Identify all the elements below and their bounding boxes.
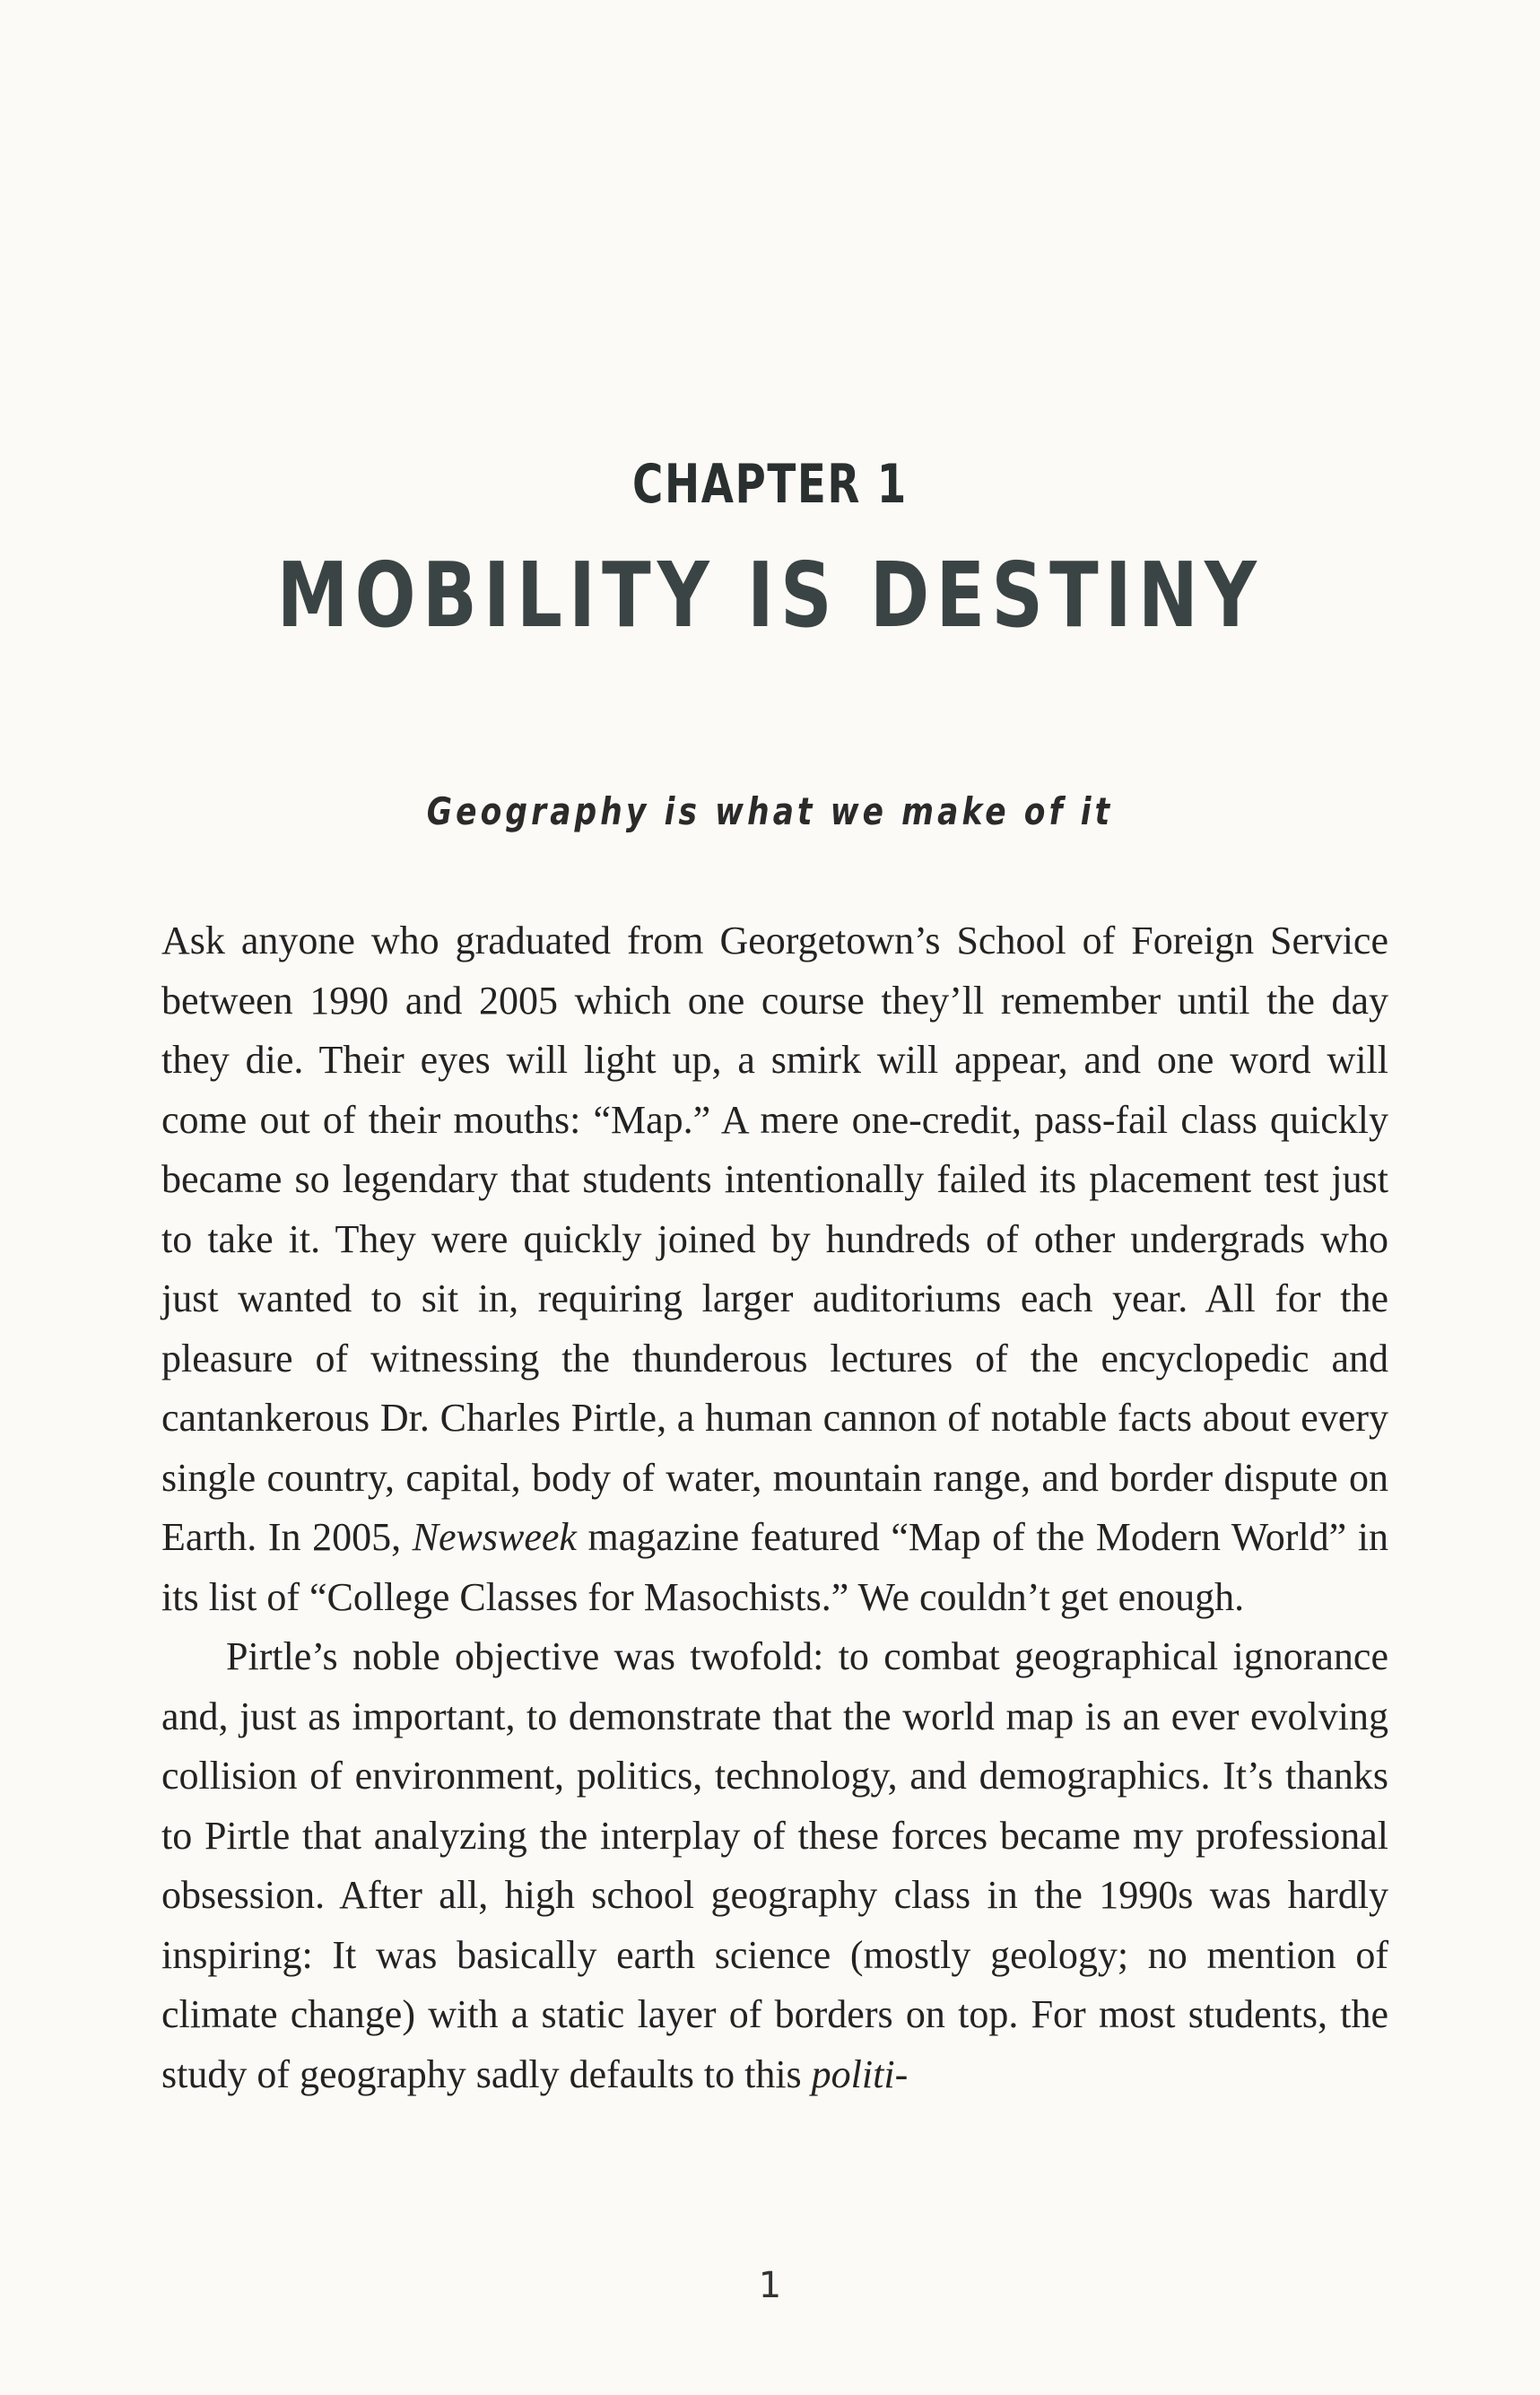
paragraph-1 — [161, 911, 1388, 1627]
italic-word: politi- — [811, 2051, 909, 2096]
chapter-epigraph: Geography is what we make of it — [426, 789, 1114, 833]
chapter-label: CHAPTER 1 — [632, 453, 908, 516]
paragraph-text: Pirtle’s noble objective was twofold: to combat geographical ignorance and, just as important, to demonstrate that the world map is an ever evolving collision of environment, politics, technology, and demographics. It’s thanks to Pirtle that analyzing the interplay of these forces became my professional obsession. After all, high school geography class in the 1990s was hardly inspiring: It was basically earth science (mostly geology; no mention of climate change) with a static layer of borders on top. For most students, the study of geography sadly defaults to this — [161, 1634, 1388, 2096]
page-number: 1 — [758, 2265, 782, 2306]
chapter-title: MOBILITY IS DESTINY — [276, 543, 1264, 648]
body-text — [161, 911, 1388, 2104]
paragraph-text: Ask anyone who graduated from Georgetown’s School of Foreign Service between 1990 and 2005 which one course they’ll remember until the day they die. Their eyes will light up, a smirk will appear, and one word will come out of their mouths: “Map.” A mere one-credit, pass-fail class quickly became so legendary that students intentionally failed its placement test just to take it. They were quickly joined by hundreds of other undergrads who just wanted to sit in, requiring larger auditoriums each year. All for the pleasure of witnessing the thunderous lectures of the encyclopedic and cantankerous Dr. Charles Pirtle, a human cannon of notable facts about every single country, capital, body of water, mountain range, and border dispute on Earth. In 2005, — [161, 919, 1388, 1559]
paragraph-text: magazine featured “Map of the Modern World” in its list of “College Classes for Masochists.” We couldn’t get enough. — [161, 1515, 1389, 1619]
paragraph-2 — [161, 1627, 1388, 2104]
publication-name: Newsweek — [412, 1515, 577, 1559]
